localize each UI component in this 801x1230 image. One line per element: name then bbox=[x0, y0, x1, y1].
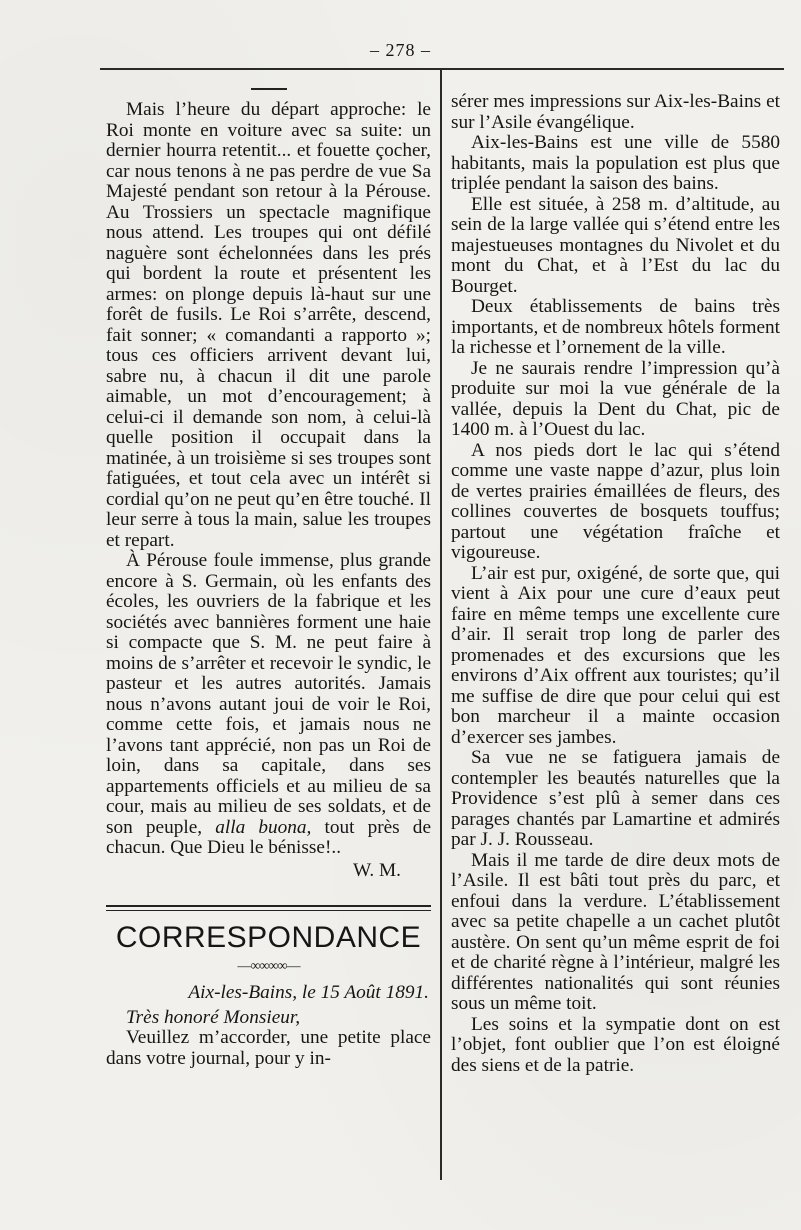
letter-paragraph-5: A nos pieds dort le lac qui s’étend comme une vaste nappe d’azur, plus loin de vertes prairies émaillées de fleurs, des collines couvertes de bosquets touffus; partout une végétation fraîche et vigoureuse. bbox=[451, 439, 780, 563]
header-rule bbox=[100, 68, 784, 70]
left-column bbox=[106, 88, 431, 1069]
title-ornament: ―∞∞∞∞― bbox=[237, 959, 300, 974]
italic-phrase: alla buona, bbox=[215, 816, 312, 838]
letter-salutation: Très honoré Monsieur, bbox=[126, 1006, 301, 1028]
section-title: CORRESPONDANCE bbox=[115, 921, 422, 954]
page-number: – 278 – bbox=[370, 40, 431, 60]
letter-continuation: sérer mes impressions sur Aix-les-Bains et sur l’Asile évangélique. bbox=[451, 91, 780, 133]
article-signature: W. M. bbox=[352, 859, 401, 881]
article-closing: tout près de chacun. Que Dieu le bénisse!.. bbox=[106, 816, 431, 858]
letter-paragraph-6: L’air est pur, oxigéné, de sorte que, qui vient à Aix pour une cure d’eaux peut faire en même temps une excellente cure d’air. Il serait trop long de parler des promenades et des excursions que les environs d’Aix offrent aux touristes; qu’il me suffise de dire que pour celui qui est bon marcheur il a mainte occasion d’exercer ses jambes. bbox=[451, 562, 780, 748]
letter-paragraph-4: Je ne saurais rendre l’impression qu’à produite sur moi la vue générale de la vallée, depuis la Dent du Chat, pic de 1400 m. à l’Ouest du lac. bbox=[451, 357, 780, 440]
letter-paragraph-3: Deux établissements de bains très importants, et de nombreux hôtels forment la richesse et l’ornement de la ville. bbox=[451, 296, 780, 358]
article-separator bbox=[251, 88, 287, 90]
article-paragraph-2 bbox=[106, 551, 431, 859]
column-divider bbox=[440, 70, 442, 1180]
article-paragraph-2-text: À Pérouse foule immense, plus grande encore à S. Germain, où les enfants des écoles, les ouvriers de la fabrique et les sociétés avec bannières forment une haie si compacte que S. M. ne peut faire à moins de s’arrêter et recevoir le syndic, le pasteur et les autres autorités. Jamais nous n’avons autant joui de voir le Roi, comme cette fois, et jamais nous ne l’avons tant apprécié, non pas un Roi de loin, dans sa capitale, dans ses appartements officiels et au milieu de sa cour, mais au milieu de ses soldats, et de son peuple, bbox=[106, 550, 431, 838]
letter-paragraph-2: Elle est située, à 258 m. d’altitude, au sein de la large vallée qui s’étend entre les majestueuses montagnes du Nivolet et du mont du Chat, et à l’Est du lac du Bourget. bbox=[451, 193, 780, 297]
letter-opening: Veuillez m’accorder, une petite place dans votre journal, pour y in- bbox=[106, 1027, 431, 1069]
letter-paragraph-9: Les soins et la sympatie dont on est l’objet, font oublier que l’on est éloigné des siens et de la patrie. bbox=[451, 1013, 780, 1076]
letter-dateline: Aix-les-Bains, le 15 Août 1891. bbox=[188, 982, 429, 1003]
letter-paragraph-8: Mais il me tarde de dire deux mots de l’Asile. Il est bâti tout près du parc, et enfoui dans la verdure. L’établissement avec sa petite chapelle a un cachet plutôt austère. On sent qu’un même esprit de foi et de charité règne à l’intérieur, malgré les différentes nationalités qui sont réunies sous un même toit. bbox=[451, 849, 780, 1014]
section-double-rule bbox=[106, 905, 431, 911]
right-column bbox=[451, 92, 780, 1076]
article-paragraph-1: Mais l’heure du départ approche: le Roi monte en voiture avec sa suite: un dernier hourra retentit... et fouette çocher, car nous tenons à ne pas perdre de vue Sa Majesté pendant son retour à la Pérouse. Au Trossiers un spectacle magnifique nous attend. Les troupes qui ont défilé naguère sont échelonnées dans les prés qui bordent la route et présentent les armes: on plonge depuis là-haut sur une forêt de fusils. Le Roi s’arrête, descend, fait sonner; « comandanti a rapporto »; tous ces officiers arrivent devant lui, sabre nu, à chacun il dit une parole aimable, un mot d’encouragement; à celui-ci il demande son nom, à celui-là quelle position il occupait dans la matinée, à un troisième si ses troupes sont fatiguées, et tout cela avec un intérêt si cordial qu’on ne peut qu’en être touché. Il leur serre à tous la main, salue les troupes et repart. bbox=[106, 99, 431, 551]
letter-paragraph-1: Aix-les-Bains est une ville de 5580 habitants, mais la population est plus que triplée pendant la saison des bains. bbox=[451, 132, 780, 194]
letter-paragraph-7: Sa vue ne se fatiguera jamais de contempler les beautés naturelles que la Providence s’est plû à semer dans ces parages chantés par Lamartine et admirés par J. J. Rousseau. bbox=[451, 747, 780, 850]
